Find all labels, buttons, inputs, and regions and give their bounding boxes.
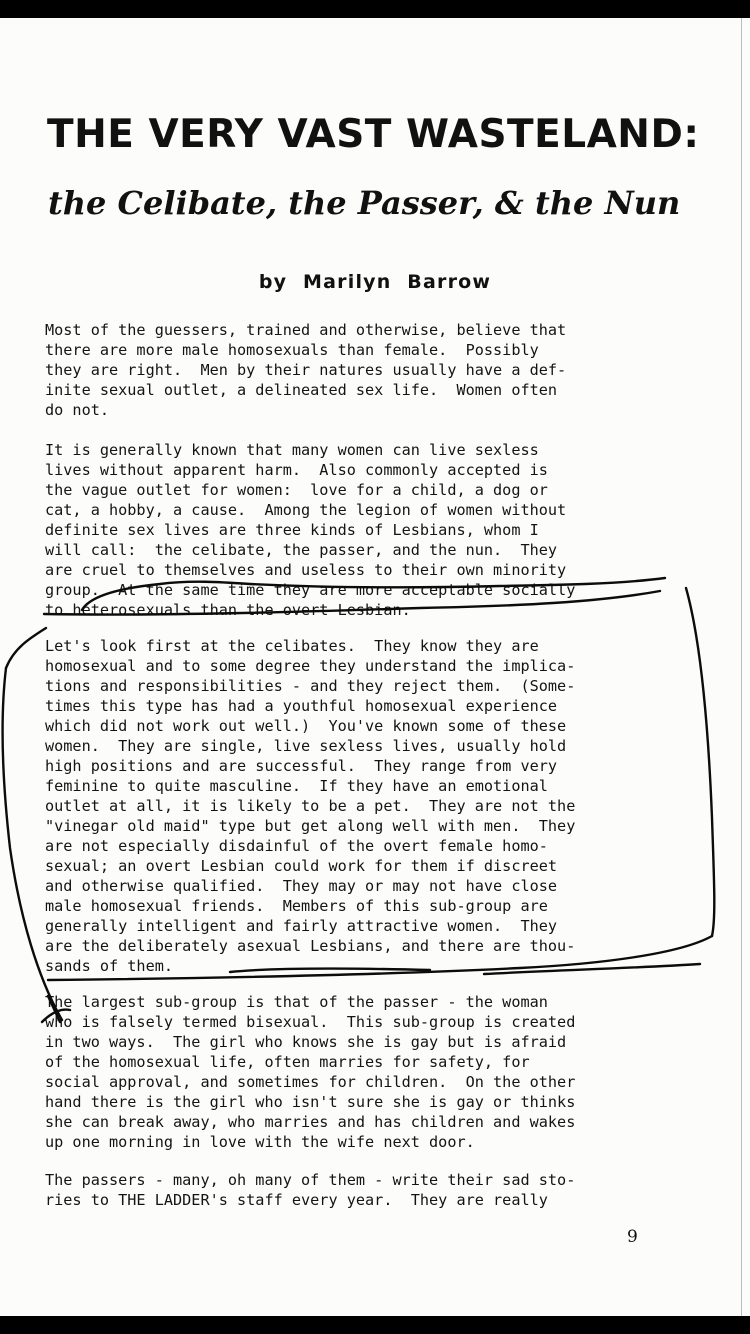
article-subtitle: the Celibate, the Passer, & the Nun (48, 184, 681, 222)
paragraph-celibates: Let's look first at the celibates. They know they are homosexual and to some degree they understand the implica- tions and responsibilities - and they reject them. (Some- times this type has had a youthful homosexual experience which did not work out well.) You've known some of these women. They are single, live sexless lives, usually hold high positions and are successful. They range from very feminine to quite masculine. If they have an emotional outlet at all, it is likely to be a pet. They are not the "vinegar old maid" type but get along well with men. They are not especially disdainful of the overt female homo- sexual; an overt Lesbian could work for them if discreet and otherwise qualified. They may or may not have close male homosexual friends. Members of this sub-group are generally intelligent and fairly attractive women. They are the deliberately asexual Lesbians, and there are thou- sands of them. (45, 637, 576, 975)
author-byline: by Marilyn Barrow (258, 271, 492, 293)
page-number: 9 (627, 1227, 638, 1247)
paragraph-passers-letters: The passers - many, oh many of them - write their sad sto- ries to THE LADDER's staff every year. They are really (45, 1171, 576, 1209)
page-edge-line (741, 18, 742, 1316)
ink-encircle-stroke (6, 628, 46, 668)
scanned-page (0, 18, 750, 1316)
paragraph-intro: Most of the guessers, trained and otherwise, believe that there are more male homosexuals than female. Possibly they are right. Men by their natures usually have a def- inite sexual outlet, a delineated sex life. Women often do not. (45, 321, 567, 419)
paragraph-three-kinds: It is generally known that many women can live sexless lives without apparent harm. Also commonly accepted is the vague outlet for women: love for a child, a dog or cat, a hobby, a cause. Among the legion of women without definite sex lives are three kinds of Lesbians, whom I will call: the celibate, the passer, and the nun. They are cruel to themselves and useless to their own minority group. At the same time they are more acceptable socially to heterosexuals than the overt Lesbian. (45, 441, 576, 619)
ink-encircle-stroke (686, 588, 714, 936)
paragraph-passers: The largest sub-group is that of the passer - the woman who is falsely termed bisexual. This sub-group is created in two ways. The girl who knows she is gay but is afraid of the homosexual life, often marries for safety, for social approval, and sometimes for children. On the other hand there is the girl who isn't sure she is gay or thinks she can break away, who marries and has children and wakes up one morning in love with the wife next door. (45, 993, 576, 1151)
article-title: THE VERY VAST WASTELAND: (47, 112, 700, 157)
